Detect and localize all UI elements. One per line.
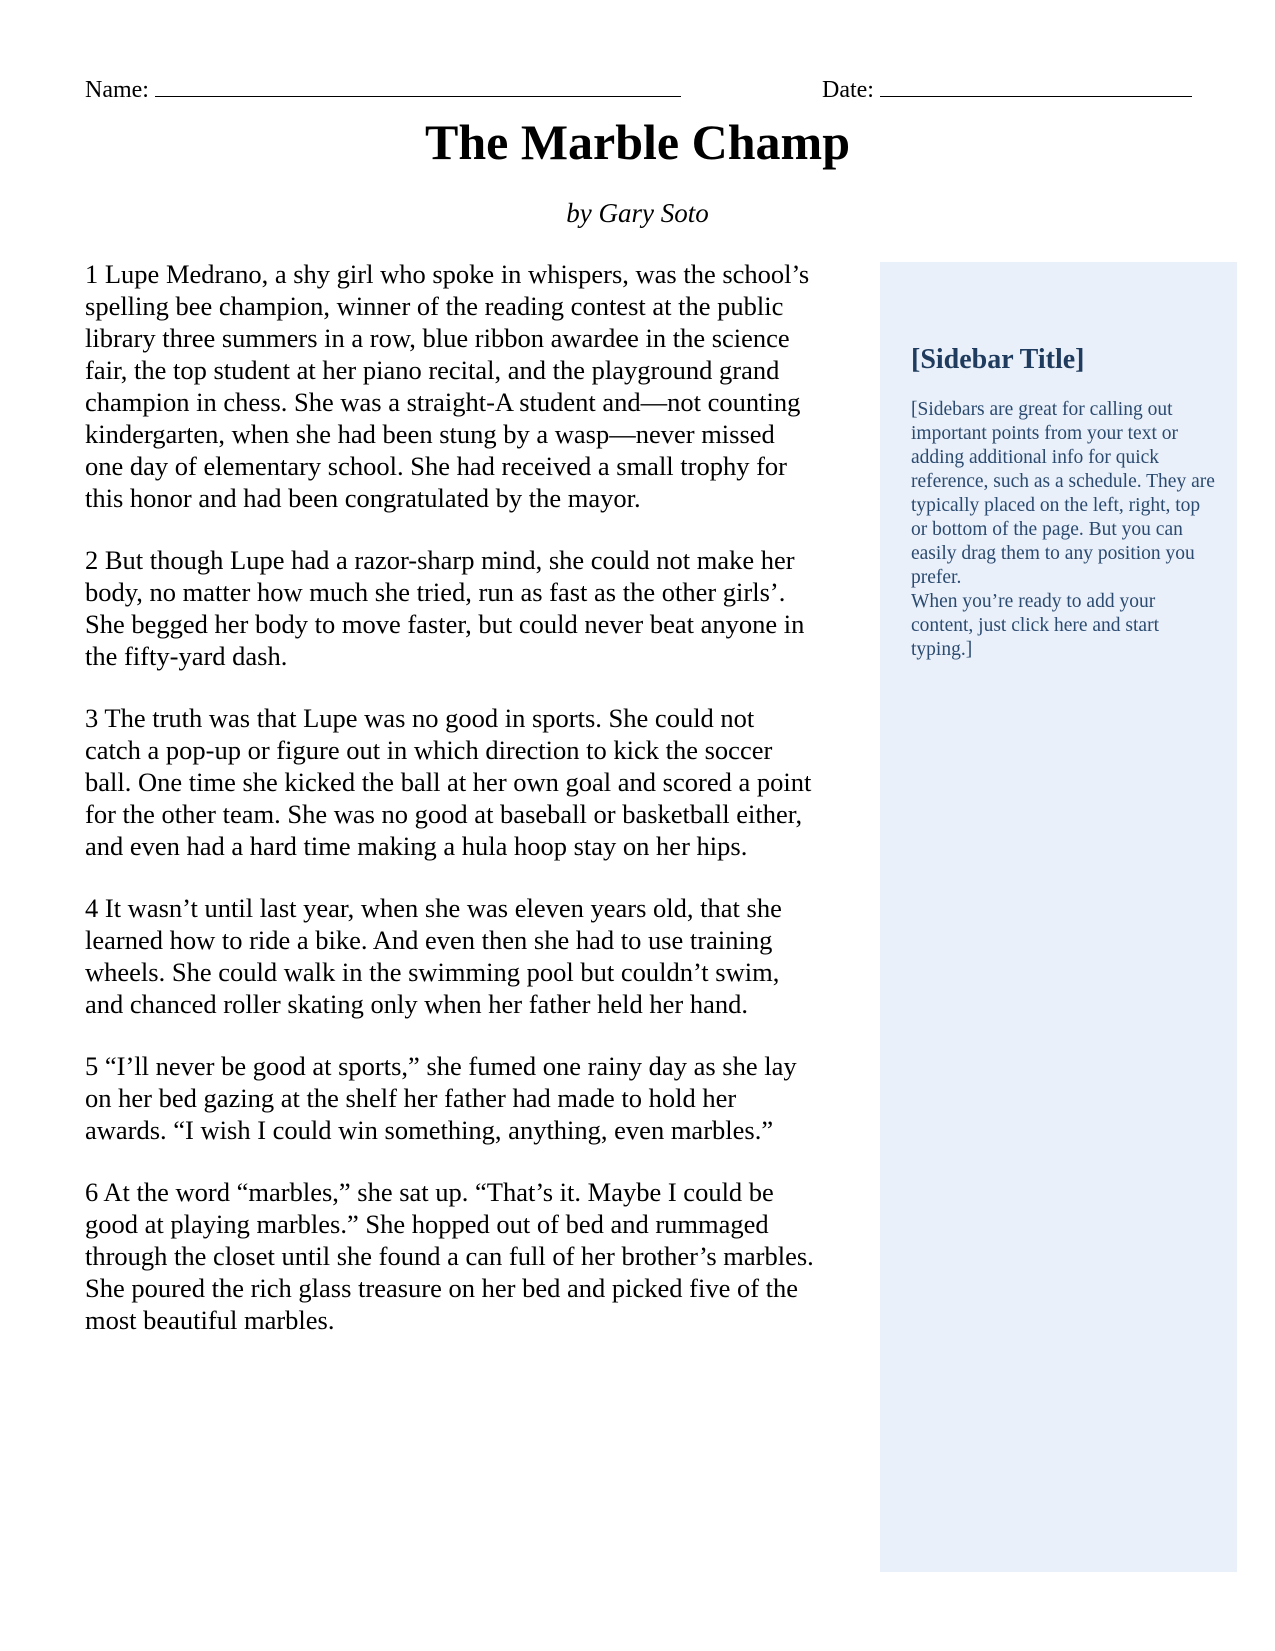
date-field bbox=[822, 74, 1192, 106]
name-blank-line[interactable] bbox=[155, 74, 681, 97]
name-label: Name: bbox=[85, 77, 149, 103]
paragraph-2: 2 But though Lupe had a razor-sharp mind, she could not make her body, no matter how much she tried, run as fast as the other girls’. She begged her body to move faster, but could never beat anyone in the fifty-yard dash. bbox=[85, 545, 805, 671]
sidebar-body-text-2: When you’re ready to add your content, just click here and start typing.] bbox=[911, 591, 1159, 660]
story-byline: by Gary Soto bbox=[566, 198, 709, 228]
sidebar-body-text-1: [Sidebars are great for calling out important points from your text or adding additional info for quick reference, such as a schedule. They are typically placed on the left, right, top or bottom of the page. But you can easily drag them to any position you prefer. bbox=[911, 399, 1215, 588]
date-label: Date: bbox=[822, 77, 874, 103]
story-title: The Marble Champ bbox=[425, 114, 850, 170]
paragraph-5: 5 “I’ll never be good at sports,” she fumed one rainy day as she lay on her bed gazing at the shelf her father had made to hold her awards. “I wish I could win something, anything, even marbles.” bbox=[85, 1051, 797, 1145]
paragraph-6: 6 At the word “marbles,” she sat up. “That’s it. Maybe I could be good at playing marbles.” She hopped out of bed and rummaged through the closet until she found a can full of her brother’s marbles. She poured the rich glass treasure on her bed and picked five of the most beautiful marbles. bbox=[85, 1177, 814, 1335]
story-body bbox=[85, 258, 815, 1366]
paragraph-3: 3 The truth was that Lupe was no good in sports. She could not catch a pop-up or figure out in which direction to kick the soccer ball. One time she kicked the ball at her own goal and scored a point for the other team. She was no good at baseball or basketball either, and even had a hard time making a hula hoop stay on her hips. bbox=[85, 703, 812, 861]
sidebar-title[interactable]: [Sidebar Title] bbox=[911, 344, 1085, 375]
sidebar[interactable] bbox=[880, 262, 1237, 1572]
paragraph-1: 1 Lupe Medrano, a shy girl who spoke in whispers, was the school’s spelling bee champion, winner of the reading contest at the public library three summers in a row, blue ribbon awardee in the science fair, the top student at her piano recital, and the playground grand champion in chess. She was a straight-A student and—not counting kindergarten, when she had been stung by a wasp—never missed one day of elementary school. She had received a small trophy for this honor and had been congratulated by the mayor. bbox=[85, 259, 810, 513]
date-blank-line[interactable] bbox=[880, 74, 1192, 97]
sidebar-body[interactable] bbox=[911, 398, 1221, 662]
header-row bbox=[85, 74, 1190, 106]
paragraph-4: 4 It wasn’t until last year, when she was eleven years old, that she learned how to ride a bike. And even then she had to use training wheels. She could walk in the swimming pool but couldn’t swim, and chanced roller skating only when her father held her hand. bbox=[85, 893, 782, 1019]
name-field bbox=[85, 74, 681, 106]
